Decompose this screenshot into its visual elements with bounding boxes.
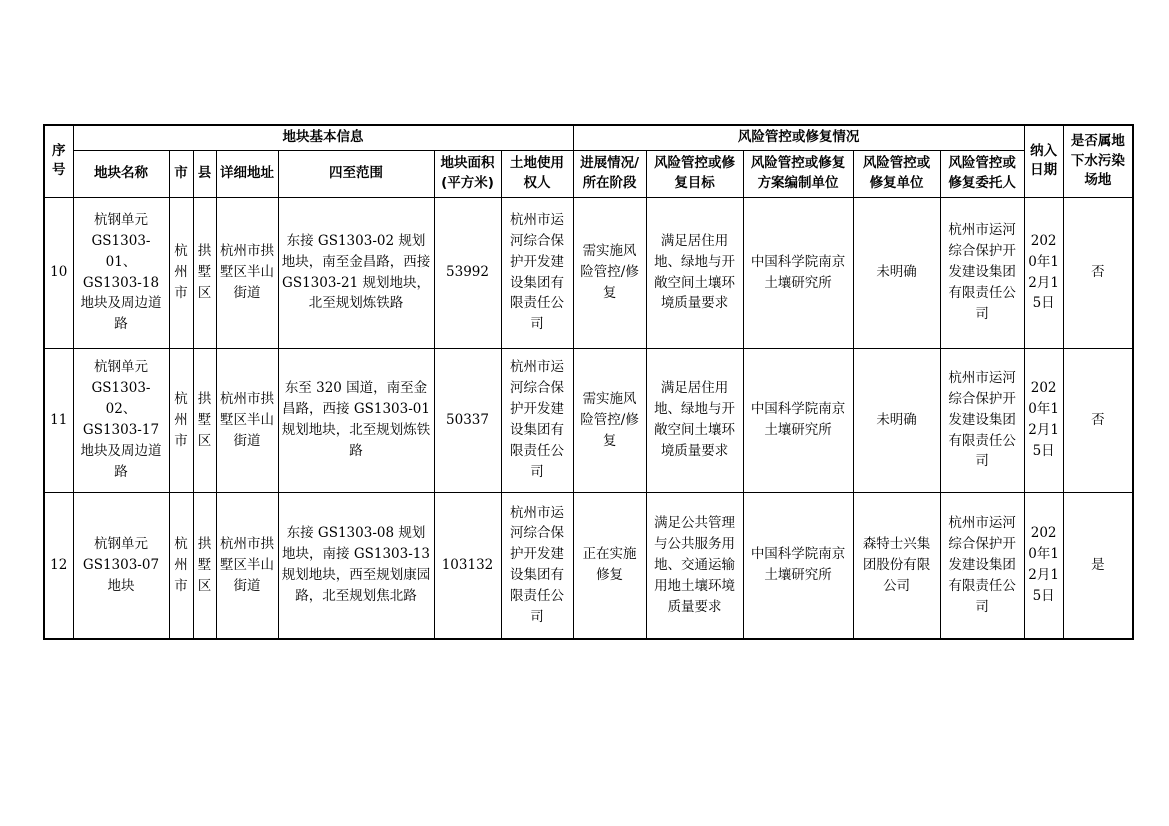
cell-groundwater: 否 <box>1063 348 1133 492</box>
cell-repair-unit: 森特士兴集团股份有限公司 <box>853 492 940 639</box>
cell-target: 满足公共管理与公共服务用地、交通运输用地土壤环境质量要求 <box>646 492 743 639</box>
cell-area: 53992 <box>434 197 501 348</box>
cell-address: 杭州市拱墅区半山街道 <box>216 492 278 639</box>
header-name: 地块名称 <box>73 150 169 197</box>
cell-progress: 正在实施修复 <box>573 492 646 639</box>
cell-address: 杭州市拱墅区半山街道 <box>216 348 278 492</box>
table-body <box>44 197 1133 639</box>
cell-boundaries: 东接 GS1303-08 规划地块，南接 GS1303-13 规划地块，西至规划康园路，北至规划焦北路 <box>278 492 434 639</box>
cell-seq: 11 <box>44 348 73 492</box>
header-group-basic-info: 地块基本信息 <box>73 125 573 150</box>
cell-boundaries: 东至 320 国道，南至金昌路，西接 GS1303-01 规划地块，北至规划炼铁路 <box>278 348 434 492</box>
cell-land-user: 杭州市运河综合保护开发建设集团有限责任公司 <box>501 492 573 639</box>
cell-client: 杭州市运河综合保护开发建设集团有限责任公司 <box>940 492 1024 639</box>
table-row <box>44 197 1133 348</box>
cell-date: 2020年12月15日 <box>1024 348 1063 492</box>
cell-date: 2020年12月15日 <box>1024 492 1063 639</box>
cell-area: 103132 <box>434 492 501 639</box>
cell-land-user: 杭州市运河综合保护开发建设集团有限责任公司 <box>501 197 573 348</box>
cell-name: 杭钢单元GS1303-07地块 <box>73 492 169 639</box>
cell-name: 杭钢单元GS1303-02、GS1303-17地块及周边道路 <box>73 348 169 492</box>
cell-groundwater: 是 <box>1063 492 1133 639</box>
table-row <box>44 348 1133 492</box>
header-address: 详细地址 <box>216 150 278 197</box>
table-row <box>44 492 1133 639</box>
cell-plan-unit: 中国科学院南京土壤研究所 <box>743 197 853 348</box>
table-header <box>44 125 1133 197</box>
cell-seq: 10 <box>44 197 73 348</box>
cell-address: 杭州市拱墅区半山街道 <box>216 197 278 348</box>
cell-progress: 需实施风险管控/修复 <box>573 197 646 348</box>
header-county: 县 <box>193 150 216 197</box>
header-seq: 序号 <box>44 125 73 197</box>
land-parcel-table <box>43 124 1134 640</box>
cell-city: 杭州市 <box>169 492 193 639</box>
header-area: 地块面积(平方米) <box>434 150 501 197</box>
cell-area: 50337 <box>434 348 501 492</box>
header-land-user: 土地使用权人 <box>501 150 573 197</box>
cell-land-user: 杭州市运河综合保护开发建设集团有限责任公司 <box>501 348 573 492</box>
cell-seq: 12 <box>44 492 73 639</box>
cell-boundaries: 东接 GS1303-02 规划地块，南至金昌路，西接 GS1303-21 规划地块，北至规划炼铁路 <box>278 197 434 348</box>
cell-plan-unit: 中国科学院南京土壤研究所 <box>743 492 853 639</box>
cell-target: 满足居住用地、绿地与开敞空间土壤环境质量要求 <box>646 348 743 492</box>
header-groundwater: 是否属地下水污染场地 <box>1063 125 1133 197</box>
cell-city: 杭州市 <box>169 348 193 492</box>
header-client: 风险管控或修复委托人 <box>940 150 1024 197</box>
header-repair-unit: 风险管控或修复单位 <box>853 150 940 197</box>
header-date: 纳入日期 <box>1024 125 1063 197</box>
cell-name: 杭钢单元GS1303-01、GS1303-18地块及周边道路 <box>73 197 169 348</box>
cell-target: 满足居住用地、绿地与开敞空间土壤环境质量要求 <box>646 197 743 348</box>
cell-county: 拱墅区 <box>193 348 216 492</box>
cell-repair-unit: 未明确 <box>853 197 940 348</box>
header-row-columns <box>44 150 1133 197</box>
cell-date: 2020年12月15日 <box>1024 197 1063 348</box>
cell-county: 拱墅区 <box>193 197 216 348</box>
cell-client: 杭州市运河综合保护开发建设集团有限责任公司 <box>940 348 1024 492</box>
cell-repair-unit: 未明确 <box>853 348 940 492</box>
header-plan-unit: 风险管控或修复方案编制单位 <box>743 150 853 197</box>
header-group-risk: 风险管控或修复情况 <box>573 125 1024 150</box>
header-boundaries: 四至范围 <box>278 150 434 197</box>
cell-groundwater: 否 <box>1063 197 1133 348</box>
cell-city: 杭州市 <box>169 197 193 348</box>
cell-client: 杭州市运河综合保护开发建设集团有限责任公司 <box>940 197 1024 348</box>
header-target: 风险管控或修复目标 <box>646 150 743 197</box>
header-progress: 进展情况/所在阶段 <box>573 150 646 197</box>
header-row-groups <box>44 125 1133 150</box>
cell-plan-unit: 中国科学院南京土壤研究所 <box>743 348 853 492</box>
cell-county: 拱墅区 <box>193 492 216 639</box>
cell-progress: 需实施风险管控/修复 <box>573 348 646 492</box>
header-city: 市 <box>169 150 193 197</box>
